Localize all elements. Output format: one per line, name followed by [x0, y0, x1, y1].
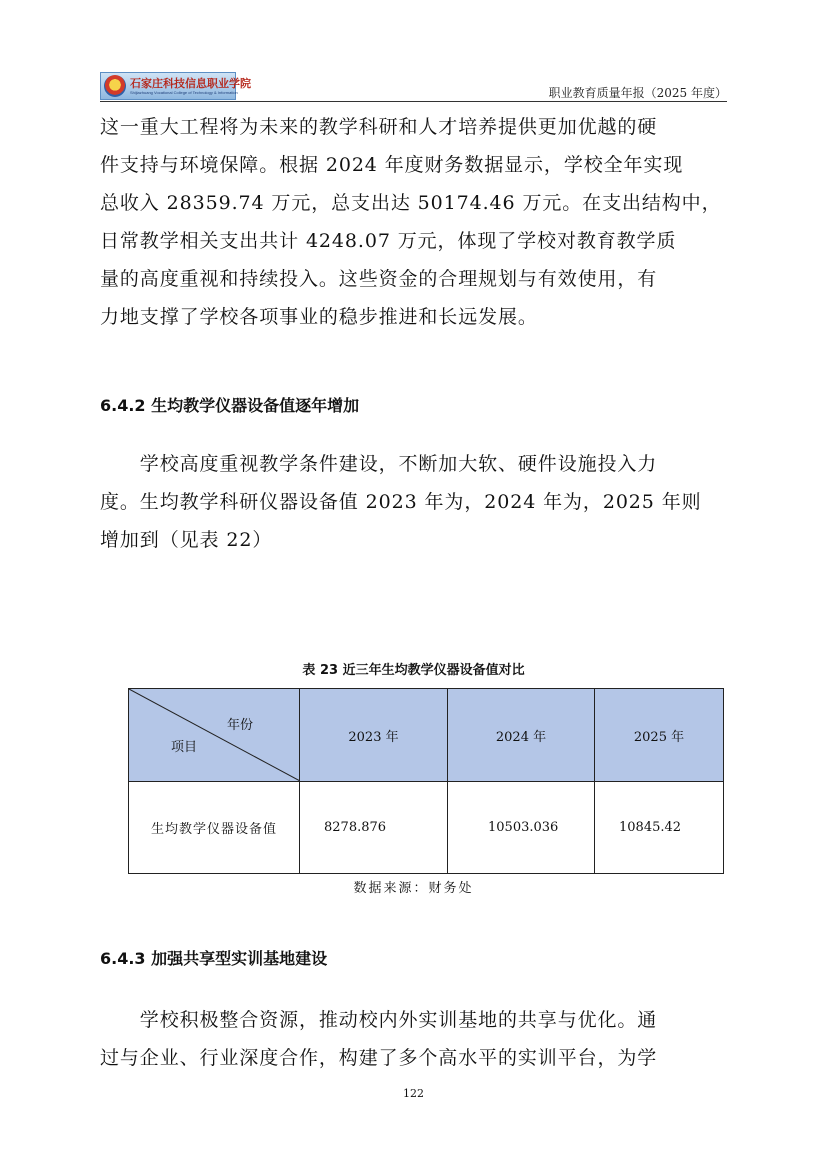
text-line: 学校积极整合资源，推动校内外实训基地的共享与优化。通: [100, 1009, 658, 1031]
header-divider: [100, 101, 727, 102]
college-emblem-icon: [104, 75, 126, 97]
table-source-note: 数据来源：财务处: [353, 881, 474, 896]
paragraph-equipment: [100, 445, 727, 559]
text-line: 这一重大工程将为未来的教学科研和人才培养提供更加优越的硬: [100, 116, 658, 138]
text-line: 增加到（见表 22）: [100, 529, 273, 551]
logo-english-name: Shijiazhuang Vocational College of Technology & Information: [130, 89, 238, 95]
paragraph-training-base: [100, 1001, 727, 1077]
year-header-cell: 2025 年: [595, 689, 724, 782]
year-header-cell: 2023 年: [300, 689, 448, 782]
equipment-value-table: [128, 688, 724, 874]
table-corner-cell: [129, 689, 300, 782]
text-line: 件支持与环境保障。根据 2024 年度财务数据显示，学校全年实现: [100, 154, 684, 176]
text-line: 量的高度重视和持续投入。这些资金的合理规划与有效使用，有: [100, 268, 658, 290]
text-line: 日常教学相关支出共计 4248.07 万元，体现了学校对教育教学质: [100, 230, 677, 252]
logo-chinese-name: 石家庄科技信息职业学院: [130, 76, 251, 90]
table-row: [129, 782, 724, 874]
corner-column-label: 年份: [226, 718, 253, 733]
report-title: 职业教育质量年报（2025 年度）: [548, 86, 727, 100]
value-cell: 8278.876: [300, 782, 448, 874]
paragraph-funding: [100, 108, 727, 336]
text-line: 力地支撑了学校各项事业的稳步推进和长远发展。: [100, 306, 538, 328]
text-line: 过与企业、行业深度合作，构建了多个高水平的实训平台，为学: [100, 1047, 658, 1069]
year-header-cell: 2024 年: [448, 689, 595, 782]
diagonal-divider: [129, 689, 300, 781]
college-logo: [100, 72, 251, 100]
value-cell: 10503.036: [448, 782, 595, 874]
page-number: 122: [403, 1087, 424, 1100]
section-heading-6-4-3: 6.4.3 加强共享型实训基地建设: [100, 949, 328, 968]
table-header-row: [129, 689, 724, 782]
corner-row-label: 项目: [171, 740, 198, 755]
table-caption: 表 23 近三年生均教学仪器设备值对比: [302, 663, 525, 678]
text-line: 度。生均教学科研仪器设备值 2023 年为，2024 年为，2025 年则: [100, 491, 702, 513]
text-line: 学校高度重视教学条件建设，不断加大软、硬件设施投入力: [100, 453, 658, 475]
page-header: [100, 72, 727, 102]
row-label-cell: 生均教学仪器设备值: [129, 782, 300, 874]
section-heading-6-4-2: 6.4.2 生均教学仪器设备值逐年增加: [100, 396, 360, 415]
value-cell: 10845.42: [595, 782, 724, 874]
text-line: 总收入 28359.74 万元，总支出达 50174.46 万元。在支出结构中，: [100, 192, 722, 214]
